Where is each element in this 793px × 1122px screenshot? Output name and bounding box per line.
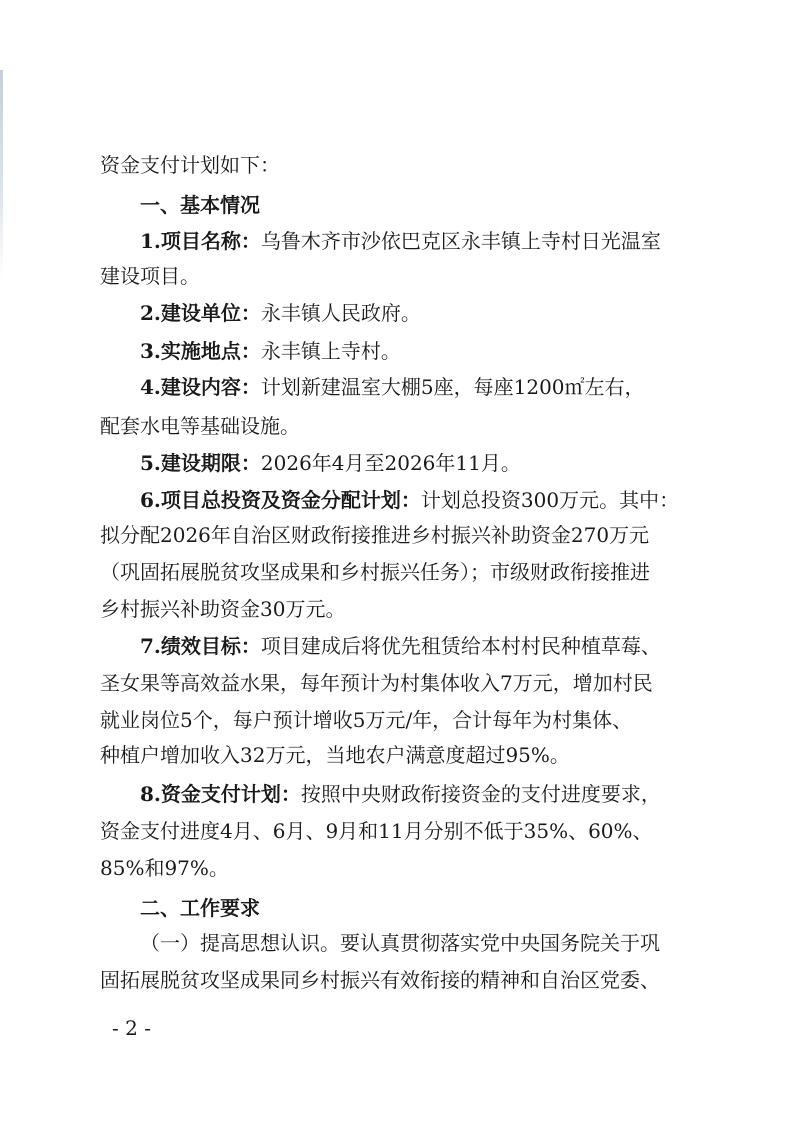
item-label: 8.资金支付计划： xyxy=(140,782,301,806)
item-construction-period xyxy=(140,450,521,476)
item-text: 乌鲁木齐市沙依巴克区永丰镇上寺村日光温室 xyxy=(260,229,661,253)
item-investment-line2: 拟分配2026年自治区财政衔接推进乡村振兴补助资金270万元 xyxy=(100,523,650,547)
item-label: 2.建设单位： xyxy=(140,301,261,325)
item-label: 7.绩效目标： xyxy=(140,634,261,658)
item-payment-line3: 85%和97%。 xyxy=(100,856,229,880)
item-text: 计划总投资300万元。其中： xyxy=(420,488,680,512)
requirement-1-line1: （一）提高思想认识。要认真贯彻落实党中央国务院关于巩 xyxy=(140,931,660,955)
item-text: 2026年4月至2026年11月。 xyxy=(260,451,521,475)
item-investment-line3: （巩固拓展脱贫攻坚成果和乡村振兴任务）；市级财政衔接推进 xyxy=(100,560,650,584)
item-performance-line4: 种植户增加收入32万元，当地农户满意度超过95%。 xyxy=(100,743,570,767)
item-investment-line4: 乡村振兴补助资金30万元。 xyxy=(100,597,346,621)
item-text: 项目建成后将优先租赁给本村村民种植草莓、 xyxy=(260,634,661,658)
item-performance-line2: 圣女果等高效益水果，每年预计为村集体收入7万元，增加村民 xyxy=(100,671,653,695)
item-location xyxy=(140,338,401,364)
item-project-name-cont: 建设项目。 xyxy=(100,264,200,288)
item-performance-goal xyxy=(140,633,661,659)
item-construction-content xyxy=(140,374,645,400)
section-heading-basic-info: 一、基本情况 xyxy=(140,193,260,217)
item-payment-plan xyxy=(140,781,661,807)
item-payment-line2: 资金支付进度4月、6月、9月和11月分别不低于35%、60%、 xyxy=(100,819,653,843)
item-label: 1.项目名称： xyxy=(140,229,261,253)
item-construction-content-cont: 配套水电等基础设施。 xyxy=(100,414,300,438)
section-heading-work-requirements: 二、工作要求 xyxy=(140,896,260,920)
item-text: 永丰镇上寺村。 xyxy=(260,339,401,363)
item-text: 计划新建温室大棚5座，每座1200㎡左右， xyxy=(260,375,645,399)
page-number: - 2 - xyxy=(112,1016,151,1040)
intro-line: 资金支付计划如下： xyxy=(100,153,280,177)
item-label: 6.项目总投资及资金分配计划： xyxy=(140,488,421,512)
item-investment xyxy=(140,487,679,513)
requirement-1-line2: 固拓展脱贫攻坚成果同乡村振兴有效衔接的精神和自治区党委、 xyxy=(100,968,660,992)
item-label: 5.建设期限： xyxy=(140,451,261,475)
item-label: 4.建设内容： xyxy=(140,375,261,399)
item-text: 永丰镇人民政府。 xyxy=(260,301,421,325)
item-project-name xyxy=(140,228,661,254)
item-performance-line3: 就业岗位5个，每户预计增收5万元/年，合计每年为村集体、 xyxy=(100,708,633,732)
item-label: 3.实施地点： xyxy=(140,339,261,363)
item-text: 按照中央财政衔接资金的支付进度要求， xyxy=(300,782,661,806)
item-construction-unit xyxy=(140,300,421,326)
